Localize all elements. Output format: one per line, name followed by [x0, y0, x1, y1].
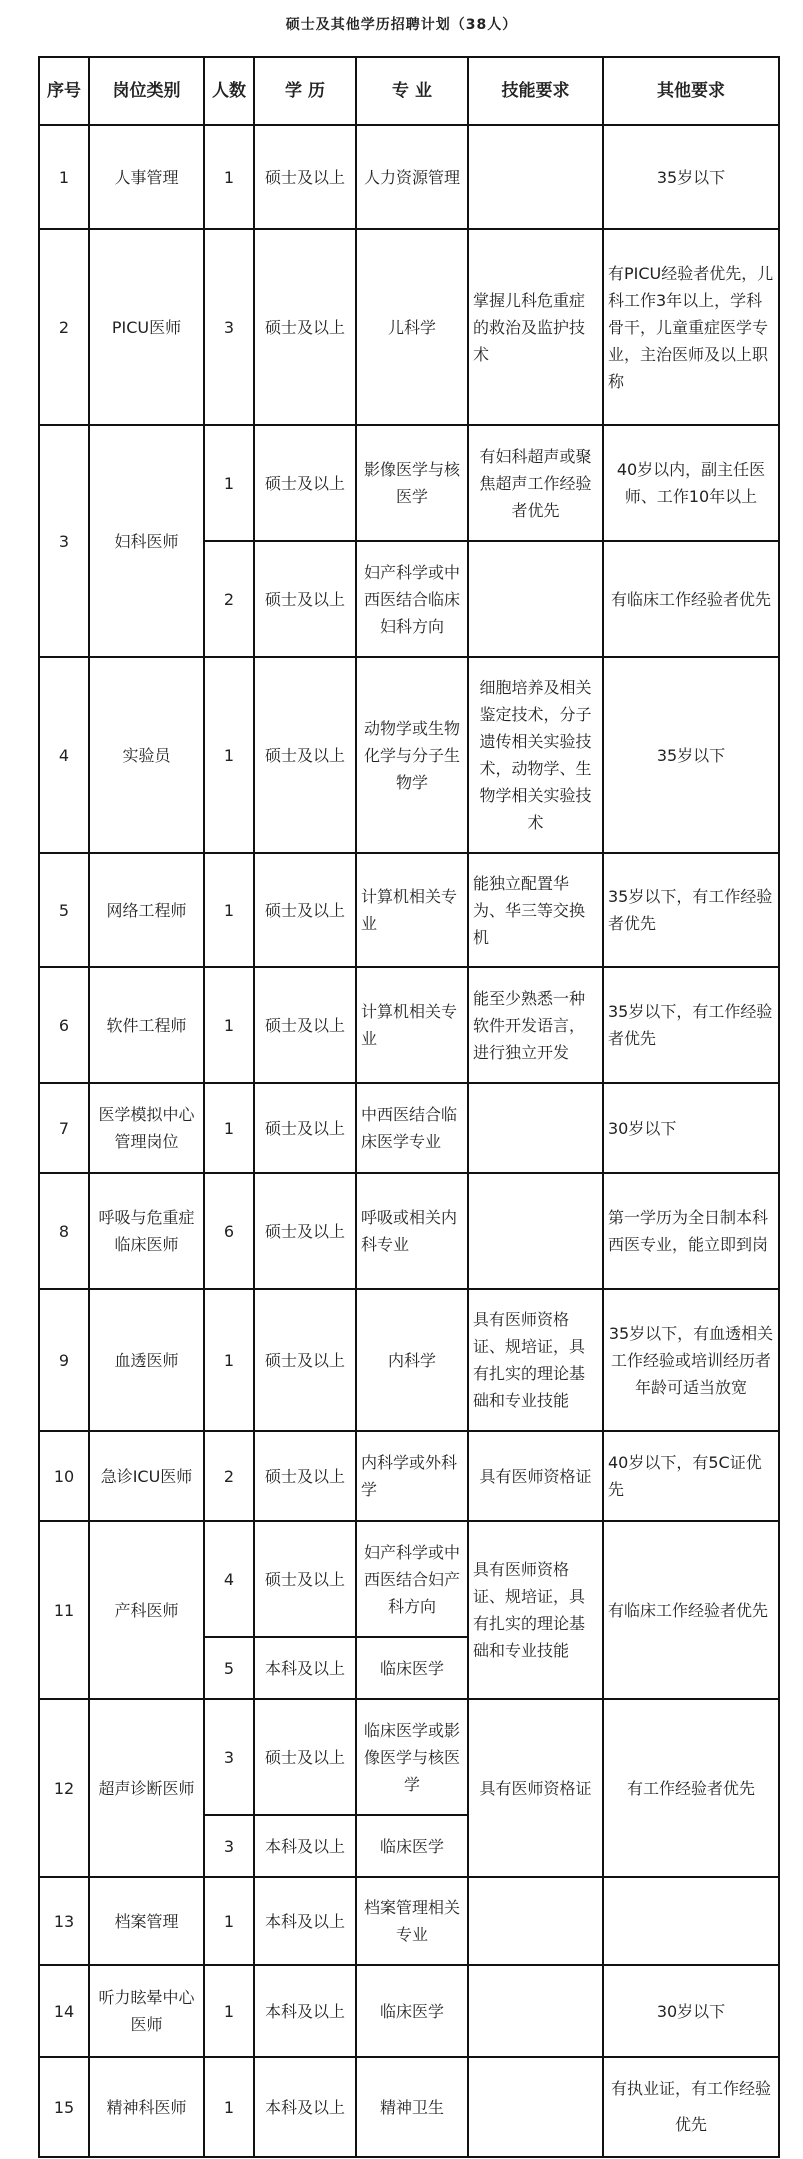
cell-other: 40岁以内，副主任医师、工作10年以上 [603, 425, 779, 541]
cell-no: 11 [39, 1521, 89, 1699]
cell-no: 4 [39, 657, 89, 853]
cell-other [603, 1877, 779, 1965]
cell-major: 内科学 [356, 1289, 468, 1431]
cell-major: 精神卫生 [356, 2057, 468, 2157]
cell-post: PICU医师 [89, 229, 204, 425]
table-row [39, 1083, 779, 1173]
cell-count: 1 [204, 425, 254, 541]
cell-post: 产科医师 [89, 1521, 204, 1699]
cell-post: 档案管理 [89, 1877, 204, 1965]
cell-major: 计算机相关专业 [356, 853, 468, 967]
header-education: 学 历 [254, 57, 356, 125]
cell-skill: 能独立配置华为、华三等交换机 [468, 853, 603, 967]
cell-other: 有临床工作经验者优先 [603, 1521, 779, 1699]
cell-skill [468, 1173, 603, 1289]
cell-count: 2 [204, 541, 254, 657]
cell-count: 1 [204, 2057, 254, 2157]
cell-no: 8 [39, 1173, 89, 1289]
cell-major: 中西医结合临床医学专业 [356, 1083, 468, 1173]
cell-skill: 掌握儿科危重症的救治及监护技术 [468, 229, 603, 425]
cell-count: 1 [204, 1877, 254, 1965]
cell-major: 呼吸或相关内科专业 [356, 1173, 468, 1289]
cell-education: 硕士及以上 [254, 229, 356, 425]
cell-other: 第一学历为全日制本科西医专业，能立即到岗 [603, 1173, 779, 1289]
cell-post: 实验员 [89, 657, 204, 853]
cell-other: 35岁以下 [603, 125, 779, 229]
cell-education: 硕士及以上 [254, 425, 356, 541]
recruitment-table [38, 56, 780, 2158]
cell-count: 1 [204, 125, 254, 229]
cell-skill [468, 1083, 603, 1173]
cell-post: 软件工程师 [89, 967, 204, 1083]
cell-education: 本科及以上 [254, 1815, 356, 1877]
cell-major: 计算机相关专业 [356, 967, 468, 1083]
cell-skill: 具有医师资格证、规培证，具有扎实的理论基础和专业技能 [468, 1521, 603, 1699]
cell-skill: 具有医师资格证 [468, 1431, 603, 1521]
cell-post: 血透医师 [89, 1289, 204, 1431]
cell-education: 硕士及以上 [254, 1699, 356, 1815]
table-row [39, 2057, 779, 2157]
cell-no: 10 [39, 1431, 89, 1521]
table-row [39, 229, 779, 425]
cell-no: 12 [39, 1699, 89, 1877]
cell-count: 1 [204, 1965, 254, 2057]
cell-post: 精神科医师 [89, 2057, 204, 2157]
cell-education: 硕士及以上 [254, 125, 356, 229]
cell-count: 1 [204, 657, 254, 853]
cell-major: 儿科学 [356, 229, 468, 425]
cell-major: 动物学或生物化学与分子生物学 [356, 657, 468, 853]
cell-skill [468, 1877, 603, 1965]
cell-no: 7 [39, 1083, 89, 1173]
cell-post: 急诊ICU医师 [89, 1431, 204, 1521]
cell-no: 5 [39, 853, 89, 967]
cell-count: 1 [204, 853, 254, 967]
cell-no: 3 [39, 425, 89, 657]
table-row [39, 425, 779, 541]
cell-no: 2 [39, 229, 89, 425]
cell-other: 35岁以下，有血透相关工作经验或培训经历者年龄可适当放宽 [603, 1289, 779, 1431]
cell-no: 1 [39, 125, 89, 229]
table-header-row [39, 57, 779, 125]
cell-count: 2 [204, 1431, 254, 1521]
cell-no: 6 [39, 967, 89, 1083]
cell-education: 硕士及以上 [254, 1431, 356, 1521]
cell-skill: 具有医师资格证 [468, 1699, 603, 1877]
cell-major: 人力资源管理 [356, 125, 468, 229]
cell-major: 内科学或外科学 [356, 1431, 468, 1521]
table-row [39, 657, 779, 853]
cell-other: 有PICU经验者优先，儿科工作3年以上，学科骨干，儿童重症医学专业，主治医师及以上职称 [603, 229, 779, 425]
header-no: 序号 [39, 57, 89, 125]
table-row [39, 967, 779, 1083]
cell-major: 临床医学 [356, 1815, 468, 1877]
table-row [39, 1877, 779, 1965]
cell-major: 影像医学与核医学 [356, 425, 468, 541]
cell-skill: 细胞培养及相关鉴定技术，分子遗传相关实验技术，动物学、生物学相关实验技术 [468, 657, 603, 853]
cell-other: 有执业证，有工作经验优先 [603, 2057, 779, 2157]
table-row [39, 853, 779, 967]
cell-education: 硕士及以上 [254, 967, 356, 1083]
cell-other: 35岁以下，有工作经验者优先 [603, 967, 779, 1083]
cell-other: 有工作经验者优先 [603, 1699, 779, 1877]
cell-post: 呼吸与危重症临床医师 [89, 1173, 204, 1289]
cell-skill [468, 1965, 603, 2057]
cell-count: 1 [204, 1083, 254, 1173]
cell-major: 临床医学或影像医学与核医学 [356, 1699, 468, 1815]
cell-post: 医学模拟中心管理岗位 [89, 1083, 204, 1173]
table-row [39, 1699, 779, 1815]
page-title: 硕士及其他学历招聘计划（38人） [285, 17, 518, 33]
table-row [39, 1521, 779, 1637]
cell-other: 35岁以下 [603, 657, 779, 853]
cell-major: 妇产科学或中西医结合妇产科方向 [356, 1521, 468, 1637]
header-major: 专 业 [356, 57, 468, 125]
cell-post: 网络工程师 [89, 853, 204, 967]
cell-no: 13 [39, 1877, 89, 1965]
cell-education: 硕士及以上 [254, 1173, 356, 1289]
table-row [39, 1965, 779, 2057]
cell-post: 妇科医师 [89, 425, 204, 657]
cell-education: 硕士及以上 [254, 1083, 356, 1173]
cell-skill [468, 2057, 603, 2157]
cell-education: 硕士及以上 [254, 657, 356, 853]
cell-count: 3 [204, 1815, 254, 1877]
cell-education: 硕士及以上 [254, 853, 356, 967]
cell-post: 听力眩晕中心医师 [89, 1965, 204, 2057]
header-count: 人数 [204, 57, 254, 125]
cell-major: 临床医学 [356, 1637, 468, 1699]
cell-education: 硕士及以上 [254, 1289, 356, 1431]
cell-other: 40岁以下，有5C证优先 [603, 1431, 779, 1521]
cell-post: 人事管理 [89, 125, 204, 229]
cell-major: 临床医学 [356, 1965, 468, 2057]
cell-education: 本科及以上 [254, 1877, 356, 1965]
cell-count: 5 [204, 1637, 254, 1699]
cell-post: 超声诊断医师 [89, 1699, 204, 1877]
cell-count: 6 [204, 1173, 254, 1289]
cell-other: 35岁以下，有工作经验者优先 [603, 853, 779, 967]
cell-education: 硕士及以上 [254, 541, 356, 657]
cell-count: 1 [204, 1289, 254, 1431]
table-row [39, 1431, 779, 1521]
cell-no: 9 [39, 1289, 89, 1431]
cell-education: 硕士及以上 [254, 1521, 356, 1637]
cell-count: 3 [204, 229, 254, 425]
cell-education: 本科及以上 [254, 1965, 356, 2057]
header-post: 岗位类别 [89, 57, 204, 125]
cell-skill: 具有医师资格证、规培证，具有扎实的理论基础和专业技能 [468, 1289, 603, 1431]
cell-other: 30岁以下 [603, 1083, 779, 1173]
table-row [39, 125, 779, 229]
cell-major: 妇产科学或中西医结合临床妇科方向 [356, 541, 468, 657]
cell-major: 档案管理相关专业 [356, 1877, 468, 1965]
cell-education: 本科及以上 [254, 1637, 356, 1699]
cell-other: 30岁以下 [603, 1965, 779, 2057]
cell-skill [468, 125, 603, 229]
cell-no: 15 [39, 2057, 89, 2157]
cell-count: 4 [204, 1521, 254, 1637]
cell-skill: 有妇科超声或聚焦超声工作经验者优先 [468, 425, 603, 541]
cell-count: 3 [204, 1699, 254, 1815]
cell-education: 本科及以上 [254, 2057, 356, 2157]
cell-no: 14 [39, 1965, 89, 2057]
cell-count: 1 [204, 967, 254, 1083]
table-row [39, 1289, 779, 1431]
cell-other: 有临床工作经验者优先 [603, 541, 779, 657]
cell-skill [468, 541, 603, 657]
table-row [39, 1173, 779, 1289]
header-other: 其他要求 [603, 57, 779, 125]
header-skill: 技能要求 [468, 57, 603, 125]
cell-skill: 能至少熟悉一种软件开发语言，进行独立开发 [468, 967, 603, 1083]
